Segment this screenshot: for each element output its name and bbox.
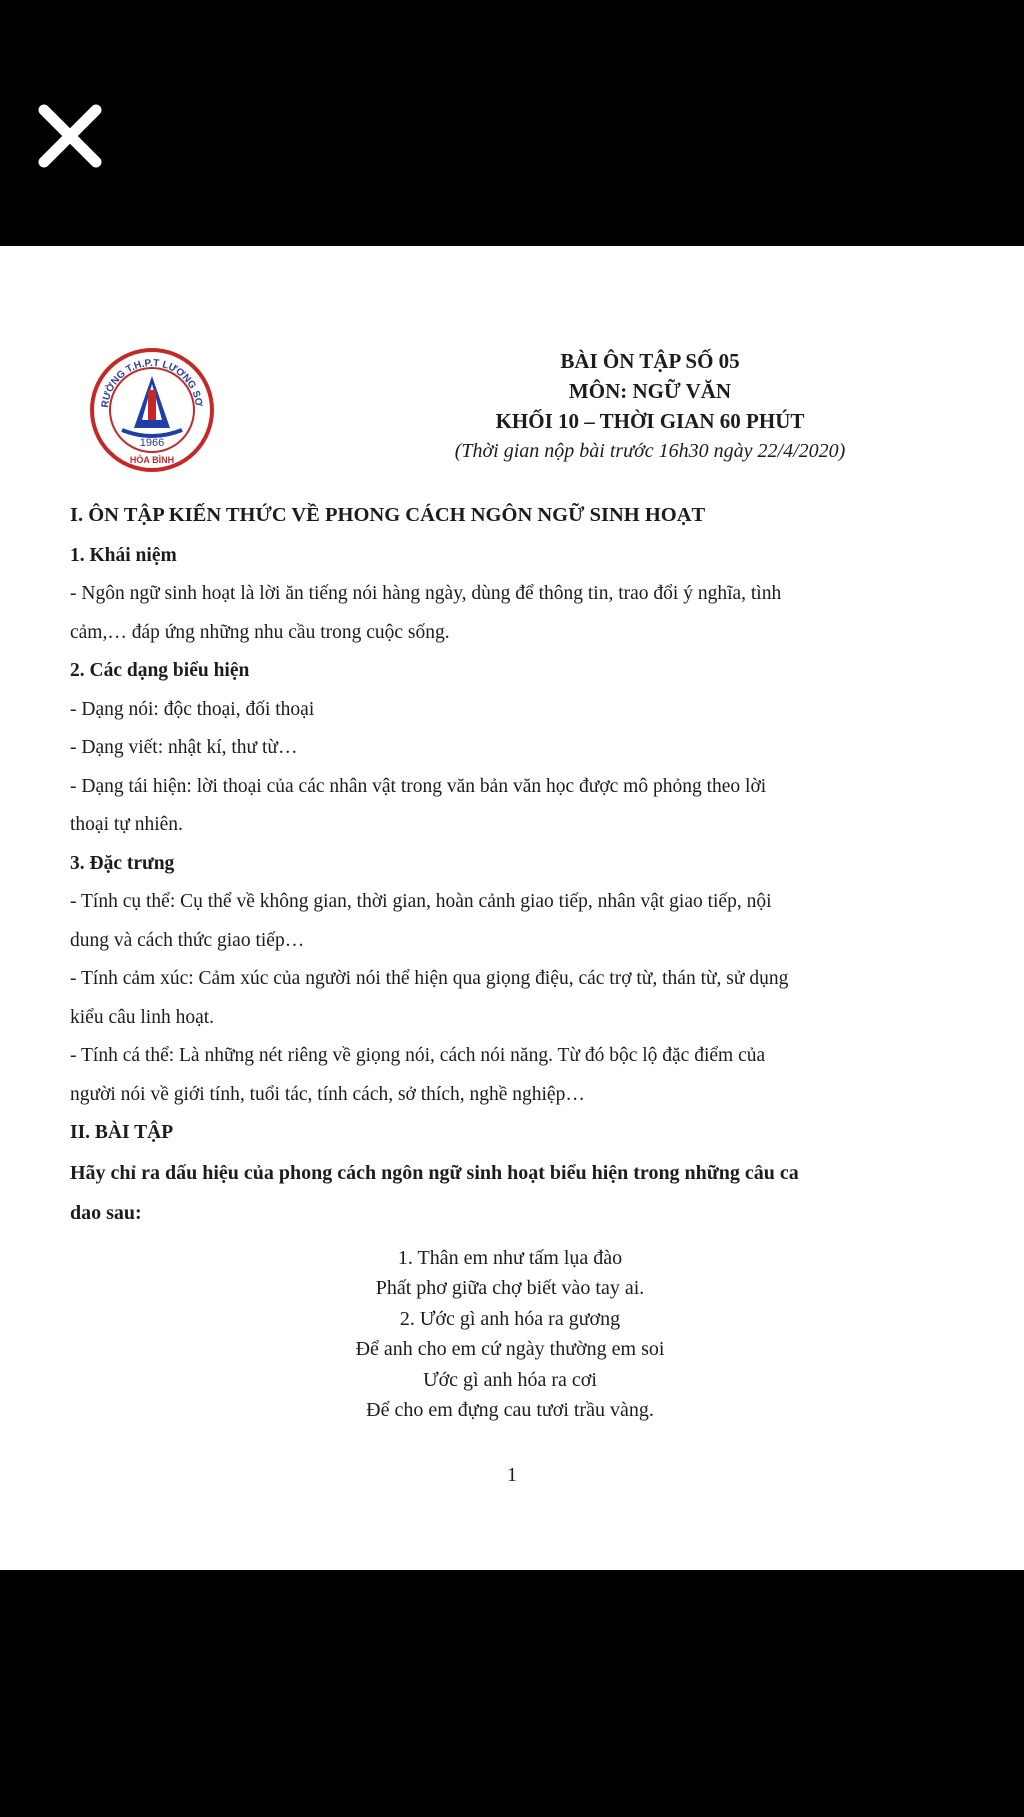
school-logo (88, 346, 216, 474)
trait-emotional-line-1: - Tính cảm xúc: Cảm xúc của người nói thể hiện qua giọng điệu, các trợ từ, thán từ, sử dụng (70, 968, 789, 989)
task-line-2: dao sau: (70, 1201, 142, 1224)
poem-line: Phất phơ giữa chợ biết vào tay ai. (375, 1277, 645, 1299)
poem-line: Để anh cho em cứ ngày thường em soi (355, 1338, 665, 1360)
close-icon (30, 96, 110, 176)
poem-line: 2. Ước gì anh hóa ra gương (399, 1307, 621, 1330)
document-deadline: (Thời gian nộp bài trước 16h30 ngày 22/4/2020) (454, 440, 846, 462)
poem-line: Để cho em đựng cau tươi trầu vàng. (366, 1399, 654, 1421)
viewer-bottom-bar (0, 1570, 1024, 1817)
trait-individual-line-1: - Tính cá thể: Là những nét riêng về giọng nói, cách nói năng. Từ đó bộc lộ đặc điểm của (70, 1045, 766, 1066)
logo-place: HÒA BÌNH (129, 455, 175, 465)
document-grade-time: KHỐI 10 – THỜI GIAN 60 PHÚT (495, 409, 805, 433)
document-header (390, 346, 910, 466)
concept-line-1: - Ngôn ngữ sinh hoạt là lời ăn tiếng nói hàng ngày, dùng để thông tin, trao đổi ý nghĩa, tình (70, 583, 782, 604)
page-number: 1 (507, 1464, 517, 1486)
task-line-1: Hãy chỉ ra dấu hiệu của phong cách ngôn ngữ sinh hoạt biểu hiện trong những câu ca (70, 1161, 799, 1184)
trait-concrete-line-2: dung và cách thức giao tiếp… (70, 929, 305, 951)
close-button[interactable] (30, 96, 110, 176)
form-written: - Dạng viết: nhật kí, thư từ… (70, 737, 298, 758)
form-reproduced-line-1: - Dạng tái hiện: lời thoại của các nhân vật trong văn bản văn học được mô phỏng theo lời (70, 775, 767, 797)
document-subject: MÔN: NGỮ VĂN (568, 379, 732, 403)
concept-line-2: cảm,… đáp ứng những nhu cầu trong cuộc sống. (70, 621, 450, 643)
document-body (70, 496, 950, 1426)
concept-heading: 1. Khái niệm (70, 544, 177, 566)
trait-emotional-line-2: kiểu câu linh hoạt. (70, 1006, 215, 1028)
traits-heading: 3. Đặc trưng (70, 852, 175, 874)
folk-poem (70, 1243, 950, 1426)
forms-heading: 2. Các dạng biểu hiện (70, 660, 250, 681)
document-page (0, 246, 1024, 1570)
poem-line: Ước gì anh hóa ra cơi (423, 1368, 597, 1391)
section1-title: I. ÔN TẬP KIẾN THỨC VỀ PHONG CÁCH NGÔN NGỮ SINH HOẠT (70, 504, 706, 526)
document-title: BÀI ÔN TẬP SỐ 05 (560, 349, 740, 373)
logo-year: 1966 (139, 437, 165, 449)
section2-title: II. BÀI TẬP (70, 1122, 174, 1143)
trait-concrete-line-1: - Tính cụ thể: Cụ thể về không gian, thời gian, hoàn cảnh giao tiếp, nhân vật giao tiếp, nội (70, 891, 772, 912)
logo-ring-text: RƯỜNG T.H.P.T LƯƠNG SƠ (99, 357, 204, 409)
poem-line: 1. Thân em như tấm lụa đào (397, 1246, 623, 1269)
form-reproduced-line-2: thoại tự nhiên. (70, 814, 183, 835)
form-spoken: - Dạng nói: độc thoại, đối thoại (70, 698, 315, 720)
viewer-top-bar (0, 0, 1024, 246)
trait-individual-line-2: người nói về giới tính, tuổi tác, tính cách, sở thích, nghề nghiệp… (70, 1083, 585, 1105)
